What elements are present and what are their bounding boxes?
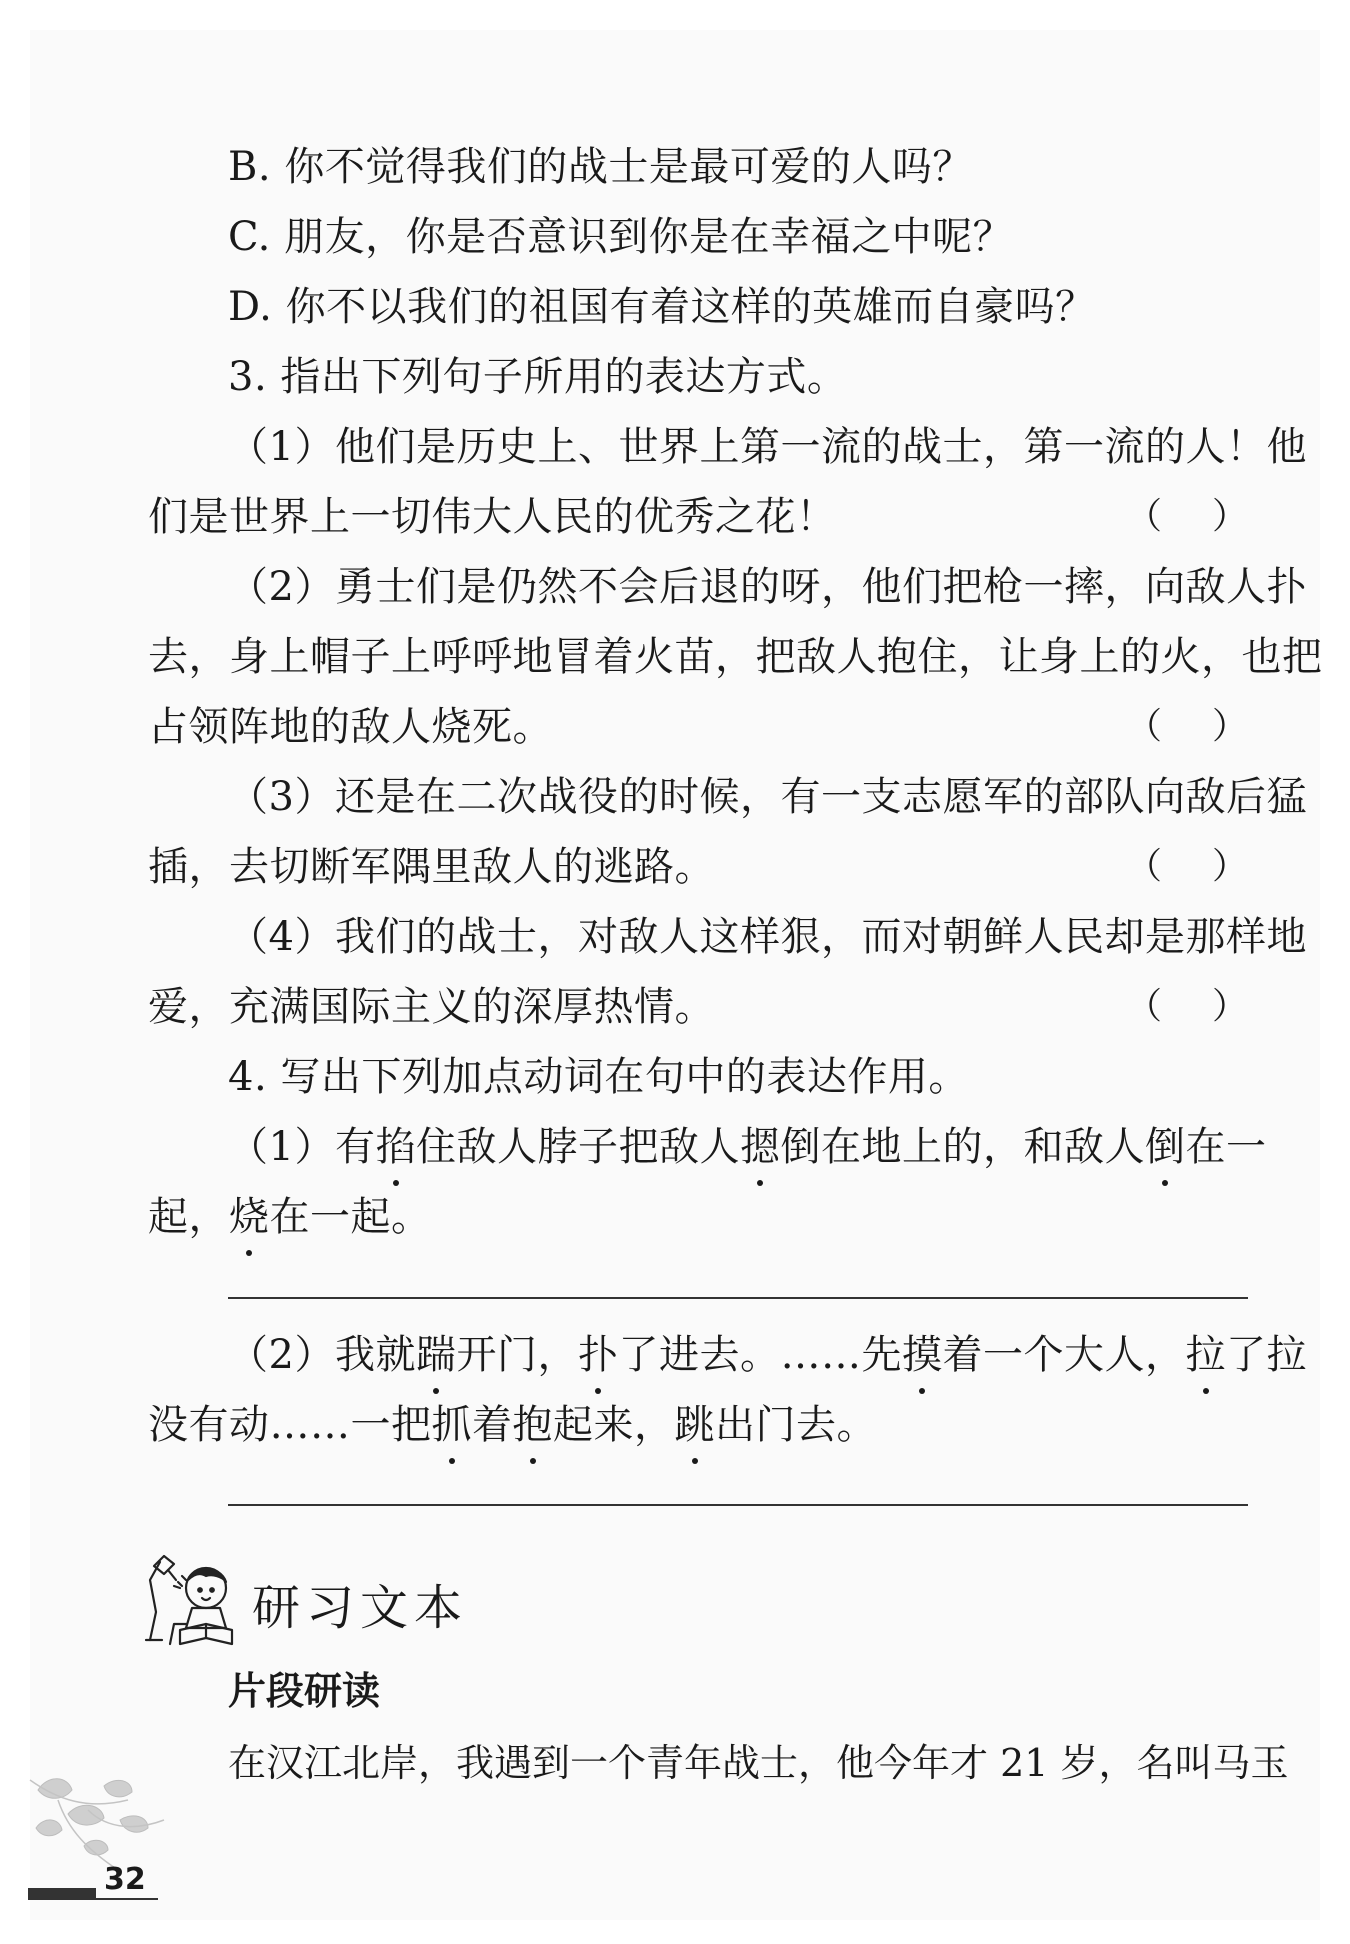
q3-item2-line3: 占领阵地的敌人烧死。 xyxy=(148,704,553,750)
q3-item1-line2: 们是世界上一切伟大人民的优秀之花！ xyxy=(148,494,837,540)
text-run: 住敌人脖子把敌人 xyxy=(415,1124,740,1170)
answer-blank-q3-1[interactable] xyxy=(1126,492,1248,542)
option-d: D. 你不以我们的祖国有着这样的英雄而自豪吗？ xyxy=(228,284,1096,330)
text-run: 没有动……一把 xyxy=(148,1402,432,1448)
q3-item2-line1: （2）勇士们是仍然不会后退的呀，他们把枪一摔，向敌人扑 xyxy=(228,564,1307,610)
dotted-verb: 跳 xyxy=(674,1402,715,1448)
text-run: 起来， xyxy=(553,1402,675,1448)
option-b: B. 你不觉得我们的战士是最可爱的人吗？ xyxy=(228,144,973,190)
paren-close: ） xyxy=(1211,496,1248,537)
q4-item1-line2 xyxy=(148,1192,432,1242)
answer-blank-q3-4[interactable] xyxy=(1126,982,1248,1032)
text-run: （1）有 xyxy=(228,1124,376,1170)
text-run: （2）我就 xyxy=(228,1332,416,1378)
q4-item2-line1 xyxy=(228,1330,1307,1380)
paren-open: （ xyxy=(1126,986,1163,1027)
dotted-verb: 摸 xyxy=(901,1332,943,1378)
answer-blank-q3-3[interactable] xyxy=(1126,842,1248,892)
page-number: 32 xyxy=(104,1862,146,1897)
section-title: 研习文本 xyxy=(252,1580,469,1636)
text-run: 起， xyxy=(148,1194,229,1240)
dotted-verb: 摁 xyxy=(739,1124,781,1170)
q3-item1-line1: （1）他们是历史上、世界上第一流的战士，第一流的人！他 xyxy=(228,424,1307,470)
dotted-verb: 扑 xyxy=(577,1332,619,1378)
page-number-rule xyxy=(28,1898,158,1900)
paren-open: （ xyxy=(1126,496,1163,537)
q4-item2-line2 xyxy=(148,1400,877,1450)
answer-blank-q3-2[interactable] xyxy=(1126,702,1248,752)
q4-item1-line1 xyxy=(228,1122,1267,1172)
dotted-verb: 抓 xyxy=(431,1402,472,1448)
paren-open: （ xyxy=(1126,846,1163,887)
text-run: 倒在地上的，和敌人 xyxy=(780,1124,1145,1170)
dotted-verb: 倒 xyxy=(1144,1124,1186,1170)
question-4-title: 4. 写出下列加点动词在句中的表达作用。 xyxy=(228,1054,969,1100)
paren-close: ） xyxy=(1211,706,1248,747)
dotted-verb: 拉 xyxy=(1185,1332,1226,1378)
text-run: 了进去。……先 xyxy=(618,1332,902,1378)
question-3-title: 3. 指出下列句子所用的表达方式。 xyxy=(228,354,848,400)
reader-with-lamp-icon xyxy=(140,1540,252,1652)
passage-text: 在汉江北岸，我遇到一个青年战士，他今年才 21 岁，名叫马玉 xyxy=(228,1741,1289,1785)
text-run: 开门， xyxy=(456,1332,578,1378)
q3-item2-line2: 去，身上帽子上呼呼地冒着火苗，把敌人抱住，让身上的火，也把 xyxy=(148,634,1323,680)
dotted-verb: 抱 xyxy=(512,1402,553,1448)
dotted-verb: 掐 xyxy=(375,1124,416,1170)
q3-item4-line1: （4）我们的战士，对敌人这样狠，而对朝鲜人民却是那样地 xyxy=(228,914,1307,960)
text-run: 在一 xyxy=(1185,1124,1267,1170)
option-c: C. 朋友，你是否意识到你是在幸福之中呢？ xyxy=(228,214,1014,260)
text-run: 着 xyxy=(472,1402,513,1448)
q3-item3-line2: 插，去切断军隅里敌人的逃路。 xyxy=(148,844,715,890)
leaves-decoration-icon xyxy=(28,1770,168,1890)
q3-item4-line2: 爱，充满国际主义的深厚热情。 xyxy=(148,984,715,1030)
text-run: 了拉 xyxy=(1225,1332,1307,1378)
dotted-verb: 烧 xyxy=(229,1194,270,1240)
answer-line-q4-2[interactable] xyxy=(228,1504,1248,1506)
q3-item3-line1: （3）还是在二次战役的时候，有一支志愿军的部队向敌后猛 xyxy=(228,774,1307,820)
text-run: 在一起。 xyxy=(269,1194,432,1240)
subsection-title: 片段研读 xyxy=(228,1669,381,1713)
text-run: 着一个大人， xyxy=(942,1332,1186,1378)
answer-line-q4-1[interactable] xyxy=(228,1297,1248,1299)
text-run: 出门去。 xyxy=(715,1402,877,1448)
dotted-verb: 踹 xyxy=(415,1332,457,1378)
page-number-bar xyxy=(28,1888,96,1898)
paren-open: （ xyxy=(1126,706,1163,747)
paren-close: ） xyxy=(1211,846,1248,887)
paren-close: ） xyxy=(1211,986,1248,1027)
